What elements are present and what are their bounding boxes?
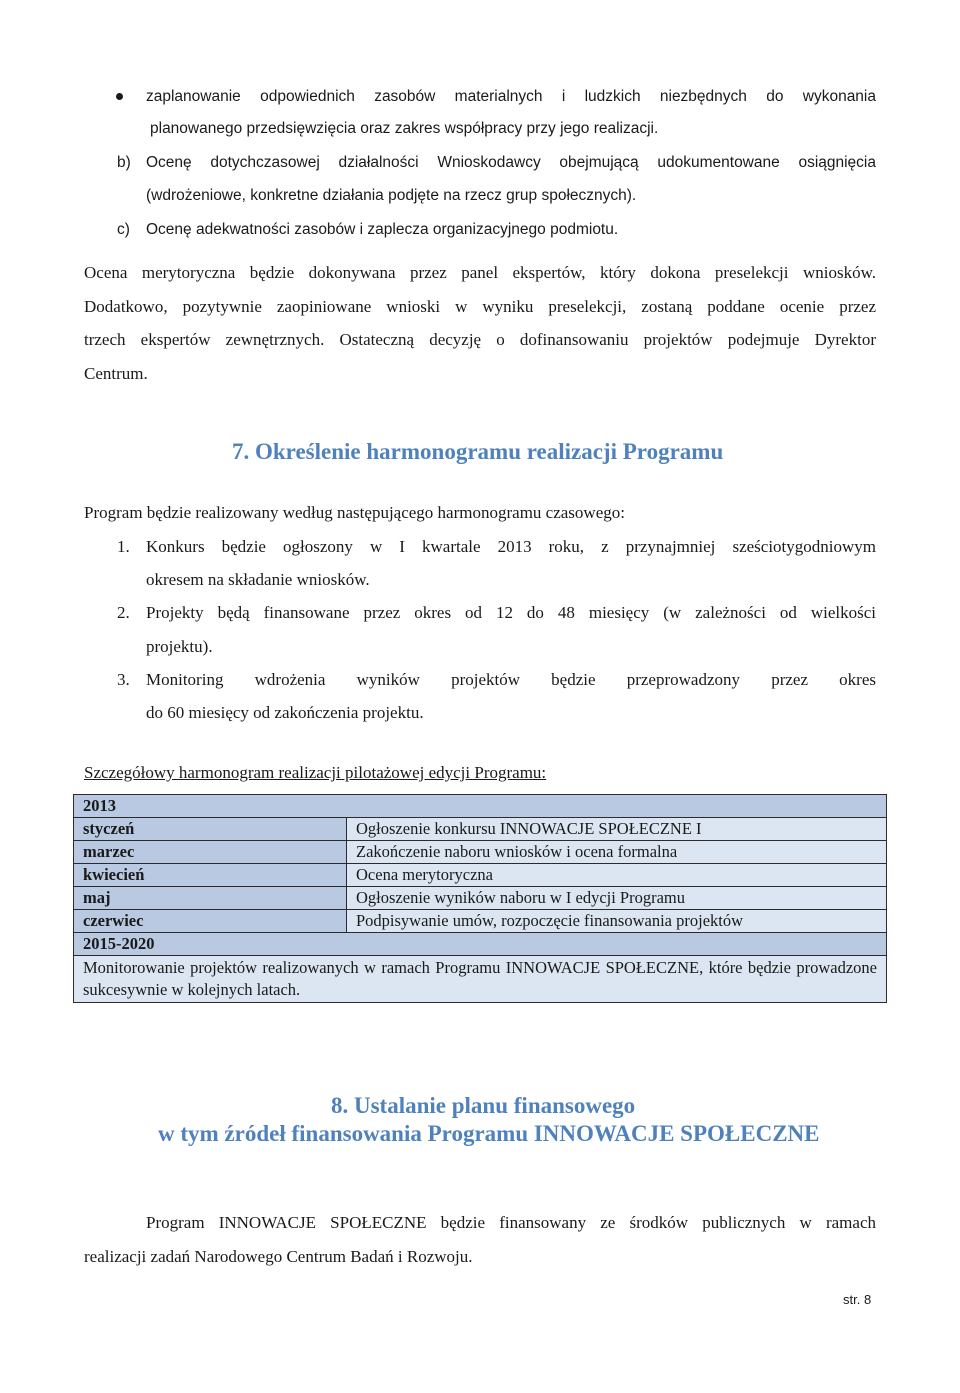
list-item-b-line2: (wdrożeniowe, konkretne działania podjęte na rzecz grup społecznych).: [146, 187, 637, 204]
section-7-heading: 7. Określenie harmonogramu realizacji Programu: [232, 439, 724, 464]
numbered-marker-2: 2.: [117, 603, 130, 622]
table-row: [74, 887, 887, 910]
numbered-item-3-line2: do 60 miesięcy od zakończenia projektu.: [146, 703, 424, 722]
numbered-marker-1: 1.: [117, 537, 130, 556]
event-cell: Ogłoszenie konkursu INNOWACJE SPOŁECZNE I: [347, 818, 887, 841]
table-row: [74, 864, 887, 887]
schedule-title: Szczegółowy harmonogram realizacji pilotażowej edycji Programu:: [84, 763, 547, 782]
numbered-item-1-line1: Konkurs będzie ogłoszony w I kwartale 2013 roku, z przynajmniej sześciotygodniowym: [146, 537, 876, 556]
year-2015-2020-cell: 2015-2020: [74, 933, 887, 956]
list-item-c-line1: Ocenę adekwatności zasobów i zaplecza organizacyjnego podmiotu.: [146, 221, 619, 238]
numbered-item-2-line1: Projekty będą finansowane przez okres od 12 do 48 miesięcy (w zależności od wielkości: [146, 603, 876, 622]
table-row: [74, 933, 887, 956]
event-cell: Podpisywanie umów, rozpoczęcie finansowania projektów: [347, 910, 887, 933]
numbered-item-1-line2: okresem na składanie wniosków.: [146, 570, 370, 589]
month-cell: czerwiec: [74, 910, 347, 933]
table-row: [74, 956, 887, 1003]
monitoring-cell: Monitorowanie projektów realizowanych w ramach Programu INNOWACJE SPOŁECZNE, które będzie prowadzone sukcesywnie w kolejnych latach.: [74, 956, 887, 1003]
bullet-text-line1: zaplanowanie odpowiednich zasobów materialnych i ludzkich niezbędnych do wykonania: [146, 88, 876, 105]
month-cell: maj: [74, 887, 347, 910]
section-8-heading-line1: 8. Ustalanie planu finansowego: [331, 1093, 636, 1118]
section-7-intro: Program będzie realizowany według następującego harmonogramu czasowego:: [84, 503, 625, 522]
bullet-icon: [116, 93, 123, 100]
table-row: [74, 818, 887, 841]
year-2013-cell: 2013: [74, 795, 887, 818]
table-row: [74, 910, 887, 933]
month-cell: styczeń: [74, 818, 347, 841]
event-cell: Ogłoszenie wyników naboru w I edycji Programu: [347, 887, 887, 910]
section-8-para-line1: Program INNOWACJE SPOŁECZNE będzie finansowany ze środków publicznych w ramach: [146, 1213, 876, 1232]
schedule-table: [73, 794, 887, 1003]
list-item-b-line1: Ocenę dotychczasowej działalności Wnioskodawcy obejmującą udokumentowane osiągnięcia: [146, 154, 876, 171]
table-row: [74, 841, 887, 864]
evaluation-line1: Ocena merytoryczna będzie dokonywana przez panel ekspertów, który dokona preselekcji wniosków.: [84, 263, 876, 282]
numbered-item-2-line2: projektu).: [146, 637, 213, 656]
evaluation-line2: Dodatkowo, pozytywnie zaopiniowane wnioski w wyniku preselekcji, zostaną poddane ocenie przez: [84, 297, 876, 316]
event-cell: Zakończenie naboru wniosków i ocena formalna: [347, 841, 887, 864]
table-row: [74, 795, 887, 818]
bullet-text-line2: planowanego przedsięwzięcia oraz zakres współpracy przy jego realizacji.: [150, 120, 659, 137]
evaluation-line3: trzech ekspertów zewnętrznych. Ostateczną decyzję o dofinansowaniu projektów podejmuje Dyrektor: [84, 330, 876, 349]
month-cell: kwiecień: [74, 864, 347, 887]
numbered-marker-3: 3.: [117, 670, 130, 689]
event-cell: Ocena merytoryczna: [347, 864, 887, 887]
evaluation-line4: Centrum.: [84, 364, 148, 383]
page-number: str. 8: [843, 1292, 872, 1307]
month-cell: marzec: [74, 841, 347, 864]
list-marker-b: b): [117, 154, 131, 171]
section-8-heading-line2: w tym źródeł finansowania Programu INNOWACJE SPOŁECZNE: [158, 1121, 820, 1146]
numbered-item-3-line1: Monitoring wdrożenia wyników projektów będzie przeprowadzony przez okres: [146, 670, 876, 689]
list-marker-c: c): [117, 221, 130, 238]
section-8-para-line2: realizacji zadań Narodowego Centrum Badań i Rozwoju.: [84, 1247, 473, 1266]
